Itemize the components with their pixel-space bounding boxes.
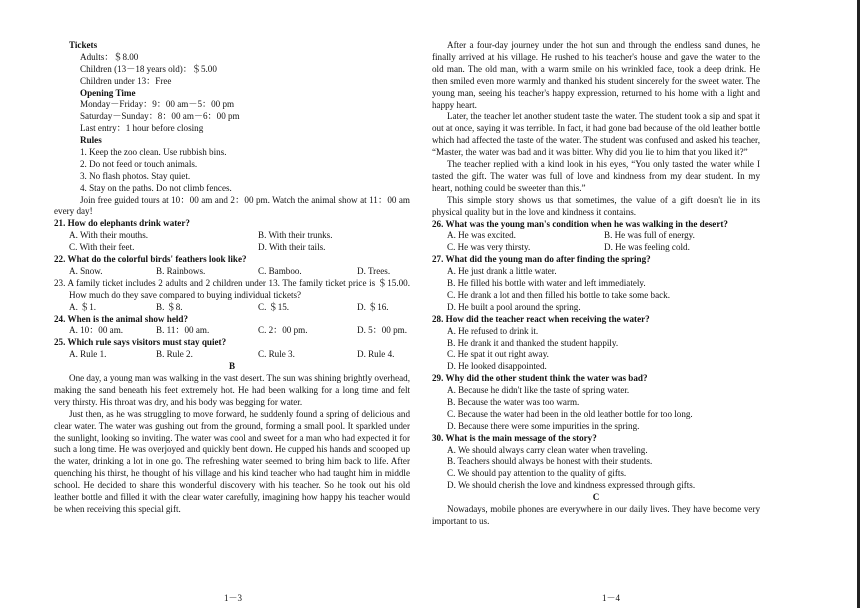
option: C. With their feet. bbox=[69, 242, 135, 253]
option: B. ＄8. bbox=[156, 301, 183, 312]
option: B. He filled his bottle with water and left immediately. bbox=[447, 278, 646, 289]
option: D. Because there were some impurities in the spring. bbox=[447, 420, 640, 431]
option: C. Bamboo. bbox=[258, 265, 302, 276]
rule-line: 3. No flash photos. Stay quiet. bbox=[80, 170, 191, 181]
option: B. With their trunks. bbox=[258, 230, 333, 241]
rules-heading: Rules bbox=[80, 135, 102, 146]
option: A. With their mouths. bbox=[69, 230, 149, 241]
opening-line: Saturday－Sunday：8：00 am－6：00 pm bbox=[80, 111, 240, 122]
section-heading: B bbox=[228, 361, 236, 372]
option: D. 5：00 pm. bbox=[357, 325, 408, 336]
option: C. ＄15. bbox=[258, 301, 290, 312]
option: D. Rule 4. bbox=[357, 349, 395, 360]
page-number-left: 1－3 bbox=[224, 593, 243, 603]
passage-c-text: Nowadays, mobile phones are everywhere in our daily lives. They have become very important to us. bbox=[432, 503, 760, 526]
left-column bbox=[54, 40, 410, 516]
option: D. He looked disappointed. bbox=[447, 361, 547, 372]
question-stem: 25. Which rule says visitors must stay quiet? bbox=[54, 337, 227, 348]
option: A. He refused to drink it. bbox=[447, 325, 539, 336]
story-paragraph: This simple story shows us that sometimes, the value of a gift doesn't lie in its physical quality but in the love and kindness it contains. bbox=[432, 194, 760, 217]
option: C. 2：00 pm. bbox=[258, 325, 308, 336]
ticket-line: Adults：＄8.00 bbox=[80, 51, 139, 62]
option: D. ＄16. bbox=[357, 301, 389, 312]
guided-tours-text: Join free guided tours at 10：00 am and 2：00 pm. Watch the animal show at 11：00 am every day! bbox=[54, 194, 410, 217]
question-stem: 26. What was the young man's condition when he was walking in the desert? bbox=[432, 218, 728, 229]
option: B. Rainbows. bbox=[156, 265, 206, 276]
option: C. We should pay attention to the quality of gifts. bbox=[447, 468, 627, 479]
question-stem: 24. When is the animal show held? bbox=[54, 313, 188, 324]
option: A. We should always carry clean water when traveling. bbox=[447, 444, 648, 455]
story-paragraph: The teacher replied with a kind look in his eyes, “You only tasted the water while I tasted the gift. The water was full of love and kindness from my dear student. In my heart, nothing could be sweeter than this.” bbox=[432, 159, 760, 193]
option: A. Snow. bbox=[69, 265, 103, 276]
option: D. He was feeling cold. bbox=[604, 242, 690, 253]
question-stem: 22. What do the colorful birds' feathers look like? bbox=[54, 254, 247, 265]
option: C. He was very thirsty. bbox=[447, 242, 531, 253]
tickets-heading: Tickets bbox=[69, 40, 98, 50]
option: D. We should cherish the love and kindness expressed through gifts. bbox=[447, 480, 696, 491]
option: B. He drank it and thanked the student happily. bbox=[447, 337, 619, 348]
option: B. Teachers should always be honest with their students. bbox=[447, 456, 653, 467]
option: B. Rule 2. bbox=[156, 349, 193, 360]
question-stem: 29. Why did the other student think the water was bad? bbox=[432, 373, 648, 384]
rule-line: 2. Do not feed or touch animals. bbox=[80, 158, 198, 169]
option: A. He just drank a little water. bbox=[447, 266, 557, 277]
section-heading: C bbox=[592, 492, 600, 503]
option: A. 10：00 am. bbox=[69, 325, 124, 336]
option: A. He was excited. bbox=[447, 230, 516, 241]
question-stem: 21. How do elephants drink water? bbox=[54, 218, 190, 229]
question-stem: 30. What is the main message of the story? bbox=[432, 432, 597, 443]
opening-line: Last entry：1 hour before closing bbox=[80, 123, 204, 134]
option: A. ＄1. bbox=[69, 301, 97, 312]
option: C. He spat it out right away. bbox=[447, 349, 549, 360]
opening-line: Monday－Friday：9：00 am－5：00 pm bbox=[80, 99, 235, 110]
story-paragraph: Later, the teacher let another student taste the water. The student took a sip and spat it out at once, saying it was terrible. In fact, it had gone bad because of the old leather bottle which had affected the taste of the water. The student was confused and asked his teacher, “Master, the water was bad and it was bitter. Why did you lie to him that you liked it?” bbox=[432, 111, 760, 158]
story-paragraph: One day, a young man was walking in the vast desert. The sun was shining brightly overhead, making the sand beneath his feet extremely hot. He had been walking for a long time and felt very thirsty. His throat was dry, and his body was begging for water. bbox=[54, 373, 410, 407]
story-paragraph: After a four-day journey under the hot sun and through the endless sand dunes, he finally arrived at his village. He rushed to his teacher's house and gave the water to the old man. The old man, with a warm smile on his wrinkled face, took a deep drink. He then smiled even more warmly and thanked his student sincerely for the sweet water. The young man, seeing his teacher's happy expression, returned to his home with a light and happy heart. bbox=[432, 40, 760, 110]
option: B. Because the water was too warm. bbox=[447, 396, 580, 407]
ticket-line: Children (13－18 years old)：＄5.00 bbox=[80, 63, 217, 74]
question-stem: 28. How did the teacher react when receiving the water? bbox=[432, 313, 650, 324]
rule-line: 4. Stay on the paths. Do not climb fences. bbox=[80, 182, 232, 193]
option: A. Rule 1. bbox=[69, 349, 107, 360]
opening-time-heading: Opening Time bbox=[80, 87, 136, 98]
ticket-line: Children under 13：Free bbox=[80, 75, 172, 86]
option: B. 11：00 am. bbox=[156, 325, 210, 336]
option: A. Because he didn't like the taste of spring water. bbox=[447, 385, 630, 396]
story-paragraph: Just then, as he was struggling to move forward, he suddenly found a spring of delicious and clear water. The water was gushing out from the ground, forming a small pool. It sparkled under the sunlight, looking so inviting. The water was cool and sweet for a man who had expected it for such a long time. He was overjoyed and quickly bent down. He cupped his hands and scooped up the water, drinking a lot in one go. The refreshing water seemed to bring him back to life. After quenching his thirst, he thought of his village and his kind teacher who had taught him in middle school. He decided to share this wonderful discovery with his teacher. So he took out his old leather bottle and filled it with the clear water carefully, imagining how happy his teacher would be when receiving this special gift. bbox=[54, 408, 410, 514]
question-stem: 23. A family ticket includes 2 adults and 2 children under 13. The family ticket price is ＄15.00. How much do they save compared to buying individual tickets? bbox=[54, 277, 410, 300]
option: D. Trees. bbox=[357, 265, 391, 276]
option: C. Rule 3. bbox=[258, 349, 295, 360]
option: C. He drank a lot and then filled his bottle to take some back. bbox=[447, 289, 670, 300]
option: B. He was full of energy. bbox=[604, 230, 695, 241]
rule-line: 1. Keep the zoo clean. Use rubbish bins. bbox=[80, 147, 227, 158]
option: C. Because the water had been in the old leather bottle for too long. bbox=[447, 408, 693, 419]
option: D. With their tails. bbox=[258, 242, 326, 253]
question-stem: 27. What did the young man do after finding the spring? bbox=[432, 254, 651, 265]
page-number-right: 1－4 bbox=[602, 593, 621, 603]
right-column bbox=[432, 40, 760, 528]
option: D. He built a pool around the spring. bbox=[447, 301, 581, 312]
